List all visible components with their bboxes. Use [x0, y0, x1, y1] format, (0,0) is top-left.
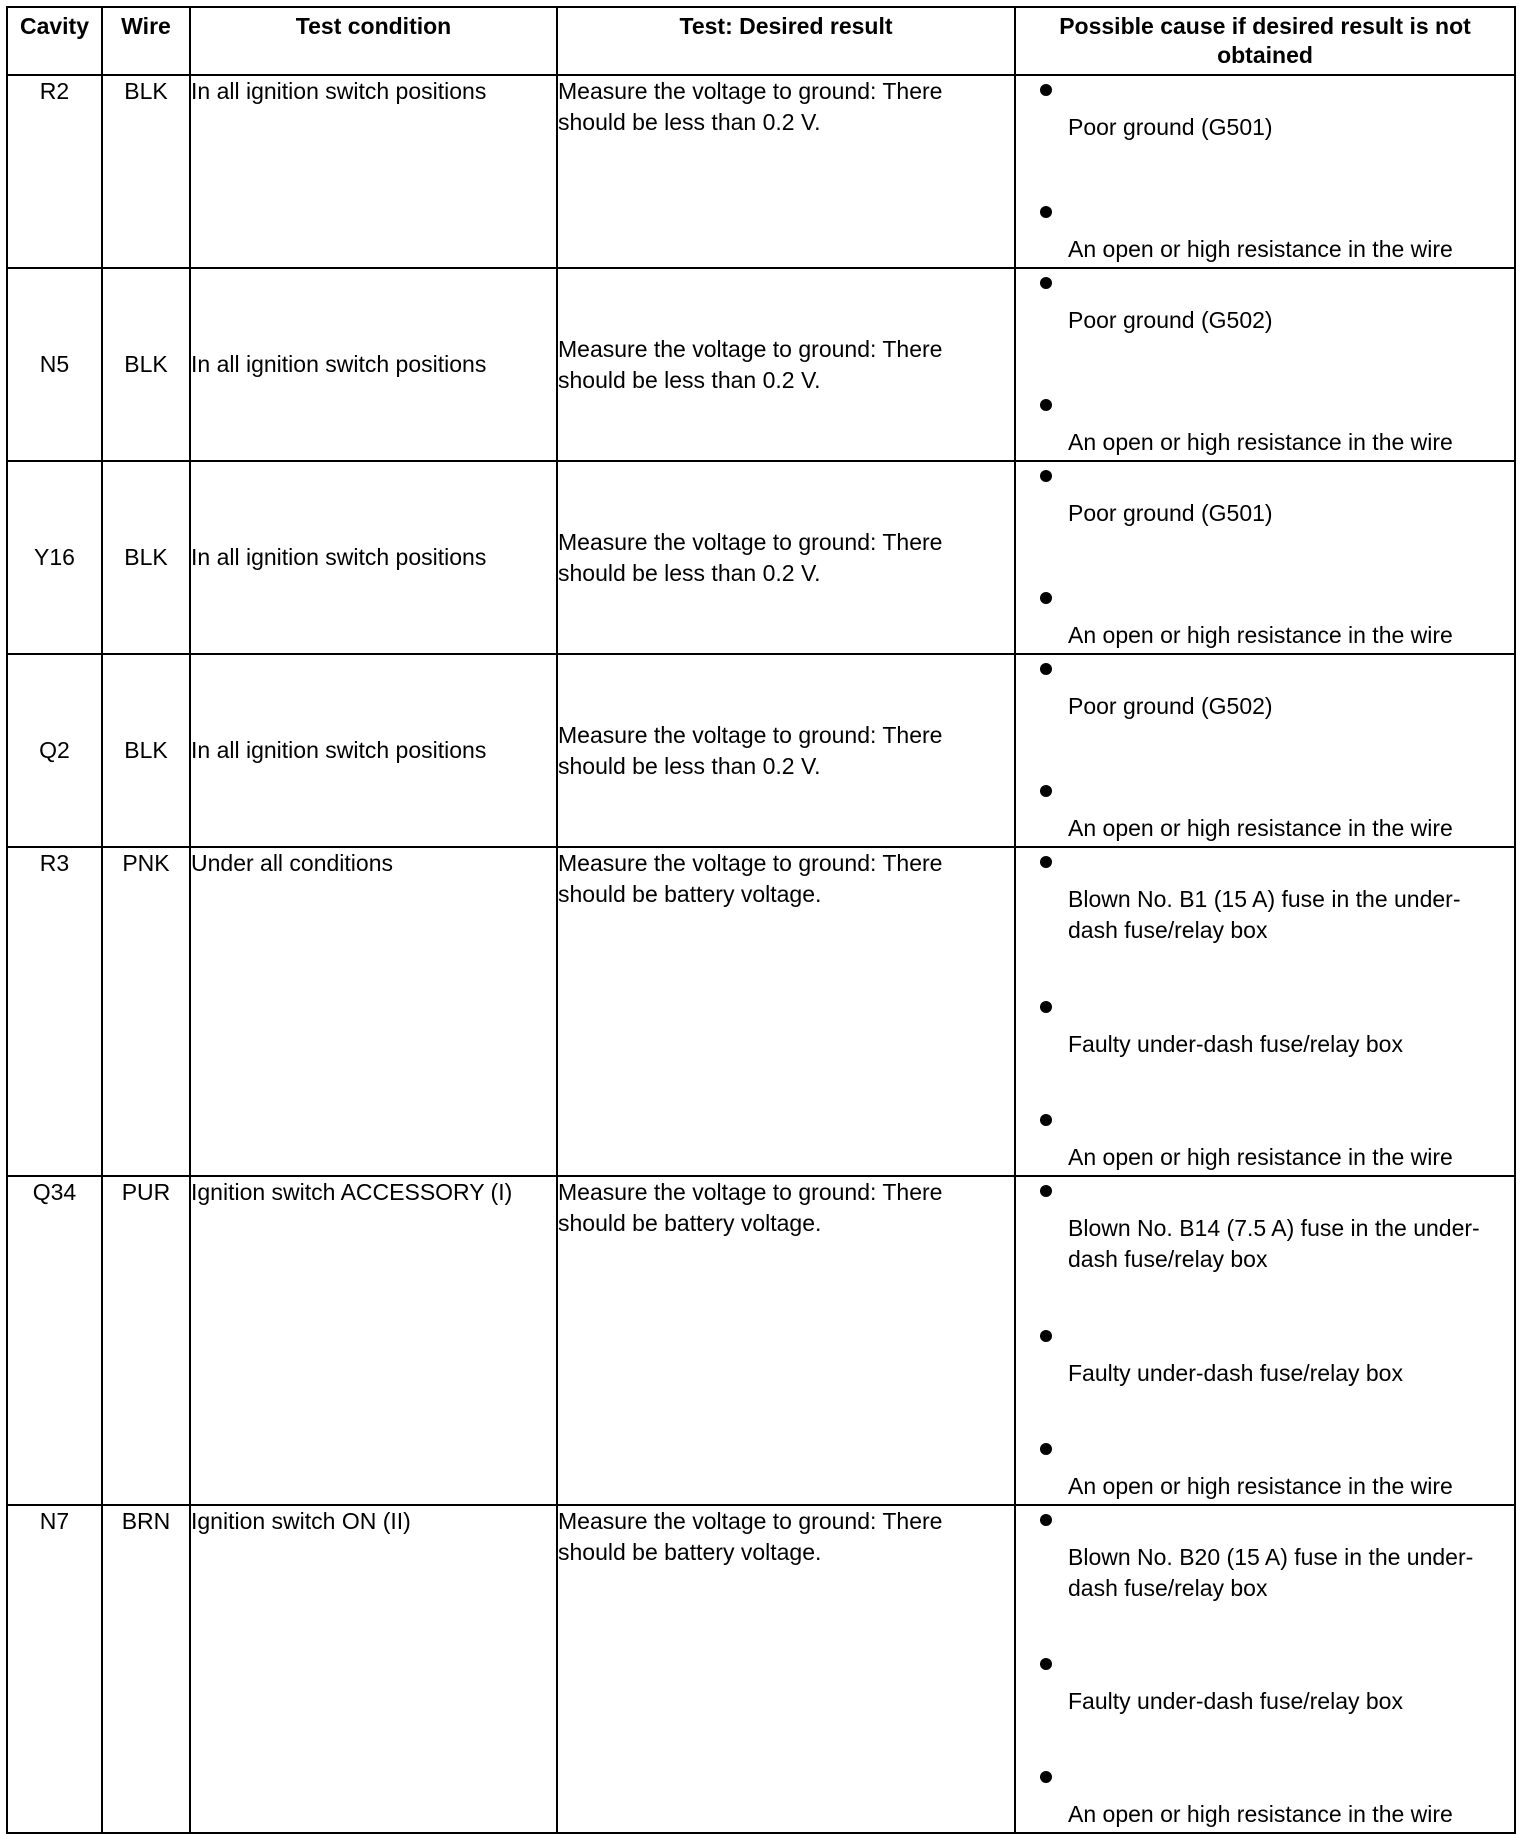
cavity-cell: R2 — [7, 75, 102, 268]
cause-text: An open or high resistance in the wire — [1068, 1801, 1453, 1827]
cause-item — [1016, 993, 1514, 1062]
bullet-icon — [1040, 1330, 1052, 1342]
bullet-icon — [1040, 1443, 1052, 1455]
result-cell: Measure the voltage to ground: There should be battery voltage. — [557, 1505, 1015, 1833]
cause-item — [1016, 1506, 1514, 1606]
cause-list — [1016, 655, 1514, 846]
cause-text: Poor ground (G502) — [1068, 307, 1273, 333]
cause-item — [1016, 1763, 1514, 1832]
bullet-icon — [1040, 1658, 1052, 1670]
bullet-icon — [1040, 399, 1052, 411]
wire-cell: PUR — [102, 1176, 190, 1505]
cause-item — [1016, 76, 1514, 145]
cause-list — [1016, 76, 1514, 267]
bullet-icon — [1040, 592, 1052, 604]
bullet-icon — [1040, 206, 1052, 218]
result-cell: Measure the voltage to ground: There should be less than 0.2 V. — [557, 75, 1015, 268]
header-test-condition: Test condition — [190, 7, 557, 75]
cavity-cell: N7 — [7, 1505, 102, 1833]
cause-item — [1016, 198, 1514, 267]
cause-item — [1016, 1106, 1514, 1175]
result-cell: Measure the voltage to ground: There should be less than 0.2 V. — [557, 654, 1015, 847]
table-row — [7, 461, 1515, 654]
header-desired-result: Test: Desired result — [557, 7, 1015, 75]
wire-cell: BLK — [102, 654, 190, 847]
cause-text: Blown No. B14 (7.5 A) fuse in the under-dash fuse/relay box — [1068, 1215, 1480, 1272]
causes-cell — [1015, 654, 1515, 847]
wire-cell: BLK — [102, 461, 190, 654]
cause-item — [1016, 1177, 1514, 1277]
wire-cell: BRN — [102, 1505, 190, 1833]
bullet-icon — [1040, 84, 1052, 96]
result-cell: Measure the voltage to ground: There should be less than 0.2 V. — [557, 268, 1015, 461]
cause-item — [1016, 584, 1514, 653]
cause-text: Blown No. B20 (15 A) fuse in the under-dash fuse/relay box — [1068, 1544, 1474, 1601]
bullet-icon — [1040, 856, 1052, 868]
result-cell: Measure the voltage to ground: There should be less than 0.2 V. — [557, 461, 1015, 654]
cause-item — [1016, 269, 1514, 338]
cause-item — [1016, 462, 1514, 531]
cause-text: Blown No. B1 (15 A) fuse in the under-dash fuse/relay box — [1068, 886, 1461, 943]
cause-item — [1016, 777, 1514, 846]
condition-cell: Ignition switch ACCESSORY (I) — [190, 1176, 557, 1505]
causes-cell — [1015, 1176, 1515, 1505]
wire-cell: BLK — [102, 75, 190, 268]
wire-cell: BLK — [102, 268, 190, 461]
condition-cell: Ignition switch ON (II) — [190, 1505, 557, 1833]
cavity-cell: N5 — [7, 268, 102, 461]
header-row — [7, 7, 1515, 75]
causes-cell — [1015, 75, 1515, 268]
cause-item — [1016, 1435, 1514, 1504]
table-row — [7, 268, 1515, 461]
cause-text: An open or high resistance in the wire — [1068, 429, 1453, 455]
cause-list — [1016, 462, 1514, 653]
condition-cell: In all ignition switch positions — [190, 461, 557, 654]
cause-text: Poor ground (G502) — [1068, 693, 1273, 719]
condition-cell: In all ignition switch positions — [190, 654, 557, 847]
cavity-cell: Q34 — [7, 1176, 102, 1505]
bullet-icon — [1040, 663, 1052, 675]
header-wire: Wire — [102, 7, 190, 75]
result-cell: Measure the voltage to ground: There should be battery voltage. — [557, 1176, 1015, 1505]
cause-list — [1016, 269, 1514, 460]
bullet-icon — [1040, 1771, 1052, 1783]
cavity-cell: Y16 — [7, 461, 102, 654]
cavity-cell: R3 — [7, 847, 102, 1176]
bullet-icon — [1040, 1114, 1052, 1126]
cause-text: An open or high resistance in the wire — [1068, 1144, 1453, 1170]
cause-text: An open or high resistance in the wire — [1068, 815, 1453, 841]
bullet-icon — [1040, 470, 1052, 482]
condition-cell: In all ignition switch positions — [190, 75, 557, 268]
cause-text: An open or high resistance in the wire — [1068, 1473, 1453, 1499]
table-row — [7, 1505, 1515, 1833]
cause-item — [1016, 1322, 1514, 1391]
cause-list — [1016, 1177, 1514, 1504]
diagnostic-table — [6, 6, 1516, 1834]
bullet-icon — [1040, 1185, 1052, 1197]
condition-cell: In all ignition switch positions — [190, 268, 557, 461]
cause-text: Faulty under-dash fuse/relay box — [1068, 1030, 1403, 1057]
bullet-icon — [1040, 785, 1052, 797]
table-row — [7, 847, 1515, 1176]
cause-item — [1016, 655, 1514, 724]
header-possible-cause: Possible cause if desired result is not obtained — [1015, 7, 1515, 75]
causes-cell — [1015, 1505, 1515, 1833]
cause-item — [1016, 391, 1514, 460]
cause-text: Poor ground (G501) — [1068, 114, 1273, 140]
header-cavity: Cavity — [7, 7, 102, 75]
causes-cell — [1015, 461, 1515, 654]
condition-cell: Under all conditions — [190, 847, 557, 1176]
wire-cell: PNK — [102, 847, 190, 1176]
cause-text: Faulty under-dash fuse/relay box — [1068, 1688, 1403, 1714]
cause-text: An open or high resistance in the wire — [1068, 622, 1453, 648]
cavity-cell: Q2 — [7, 654, 102, 847]
cause-list — [1016, 1506, 1514, 1832]
causes-cell — [1015, 847, 1515, 1176]
table-row — [7, 75, 1515, 268]
bullet-icon — [1040, 277, 1052, 289]
table-row — [7, 1176, 1515, 1505]
cause-item — [1016, 1650, 1514, 1719]
table-row — [7, 654, 1515, 847]
cause-text: Poor ground (G501) — [1068, 500, 1273, 526]
cause-item — [1016, 848, 1514, 948]
bullet-icon — [1040, 1514, 1052, 1526]
bullet-icon — [1040, 1001, 1052, 1013]
cause-text: Faulty under-dash fuse/relay box — [1068, 1359, 1403, 1386]
causes-cell — [1015, 268, 1515, 461]
result-cell: Measure the voltage to ground: There should be battery voltage. — [557, 847, 1015, 1176]
cause-list — [1016, 848, 1514, 1175]
cause-text: An open or high resistance in the wire — [1068, 236, 1453, 262]
